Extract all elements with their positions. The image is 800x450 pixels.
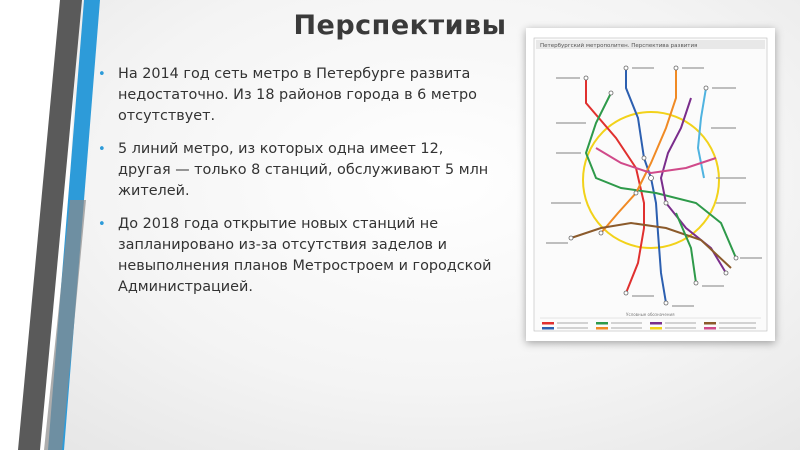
map-header-text: Петербургский метрополитен. Перспектива развития [540,43,698,49]
bullet-item [98,214,498,298]
station-marker [624,66,628,70]
station-marker [674,66,678,70]
legend-swatch-blue [542,327,554,330]
bullet-item [98,64,498,127]
legend-swatch-orange [596,327,608,330]
slide-title: Перспективы [293,10,507,41]
station-marker [569,236,573,240]
legend-swatch-brown [704,322,716,325]
bullet-icon: • [98,142,106,157]
station-marker [642,156,646,160]
legend-title: Условные обозначения [626,312,675,317]
station-marker [664,201,668,205]
station-marker [634,191,638,195]
bullet-list [98,64,498,310]
bullet-icon: • [98,67,106,82]
station-marker [609,91,613,95]
station-marker [584,76,588,80]
legend-swatch-yellow [650,327,662,330]
legend-swatch-pink [704,327,716,330]
bullet-item [98,139,498,202]
bullet-text: На 2014 год сеть метро в Петербурге развита недостаточно. Из 18 районов города в 6 метро отсутствует. [118,66,477,124]
bullet-text: 5 линий метро, из которых одна имеет 12, другая — только 8 станций, обслуживают 5 млн жителей. [118,141,489,199]
legend-swatch-green [596,322,608,325]
bullet-icon: • [98,217,106,232]
station-marker [704,86,708,90]
station-marker [694,281,698,285]
bullet-text: До 2018 года открытие новых станций не запланировано из-за отсутствия заделов и невыполнения планов Метростроем и городской Администрацией. [118,216,492,295]
metro-map-image [526,28,775,341]
station-marker [599,231,603,235]
station-marker [664,301,668,305]
legend-swatch-purple [650,322,662,325]
station-marker [649,176,654,181]
metro-map-graphic [526,28,775,341]
map-border [534,38,767,331]
station-marker [734,256,738,260]
station-marker [724,271,728,275]
legend-swatch-red [542,322,554,325]
station-marker [624,291,628,295]
